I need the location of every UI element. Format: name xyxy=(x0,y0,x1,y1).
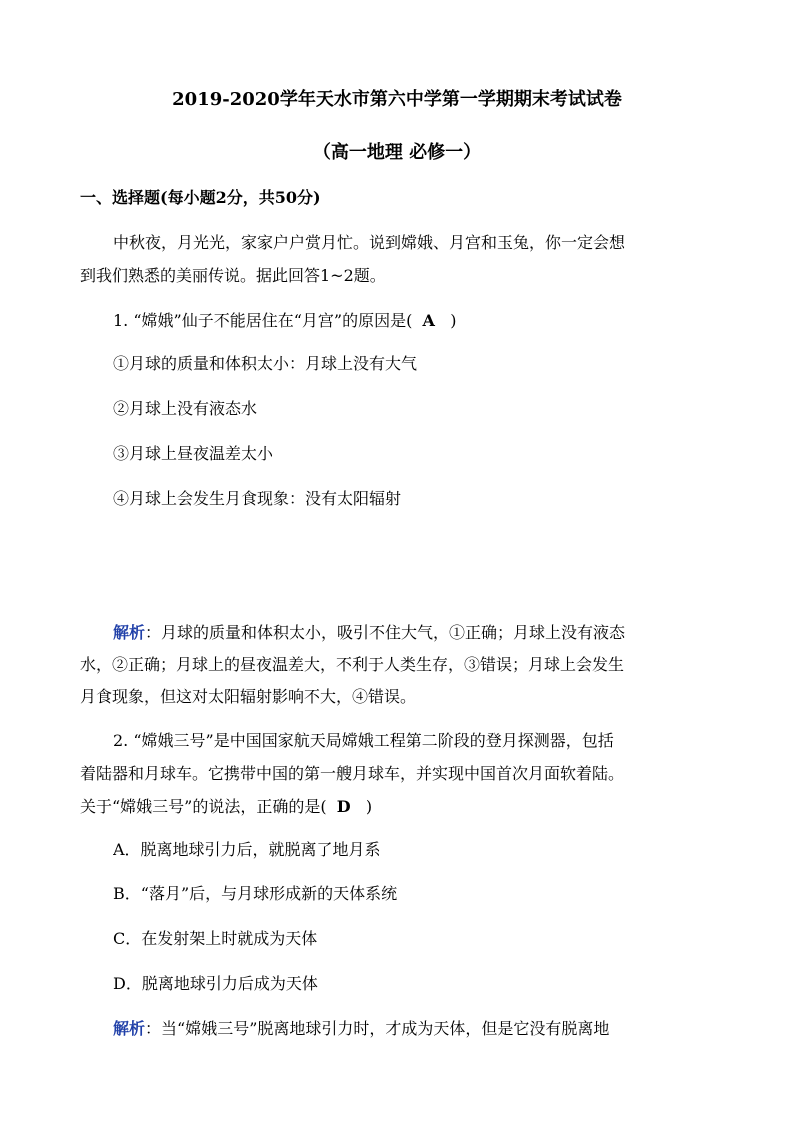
question-1-item-1: ①月球的质量和体积太小：月球上没有大气 xyxy=(113,354,418,373)
question-1-stem-close: ) xyxy=(450,311,457,330)
section-heading: 一、选择题(每小题2分，共50分) xyxy=(80,188,321,207)
question-2-explanation-label: 解析 xyxy=(113,1019,146,1038)
question-2-option-c: C．在发射架上时就成为天体 xyxy=(113,929,318,948)
question-2-line-3 xyxy=(80,796,720,818)
question-2-line-1: 2. “嫦娥三号”是中国国家航天局嫦娥工程第二阶段的登月探测器，包括 xyxy=(113,731,614,750)
page-subtitle: （高一地理 必修一） xyxy=(312,142,482,163)
question-2-stem-text: 关于“嫦娥三号”的说法，正确的是( xyxy=(80,797,327,816)
question-2-option-a: A．脱离地球引力后，就脱离了地月系 xyxy=(113,840,381,859)
question-1-stem xyxy=(113,310,720,332)
question-2-explanation-text-1: ：当“嫦娥三号”脱离地球引力时，才成为天体，但是它没有脱离地 xyxy=(145,1019,610,1038)
intro-line-1: 中秋夜，月光光，家家户户赏月忙。说到嫦娥、月宫和玉兔，你一定会想 xyxy=(113,233,626,252)
question-1-item-4: ④月球上会发生月食现象：没有太阳辐射 xyxy=(113,489,402,508)
question-1-explanation-line-2: 水，②正确；月球上的昼夜温差大，不利于人类生存，③错误；月球上会发生 xyxy=(80,655,625,674)
question-1-item-3: ③月球上昼夜温差太小 xyxy=(113,444,274,463)
question-1-item-2: ②月球上没有液态水 xyxy=(113,399,258,418)
intro-line-2: 到我们熟悉的美丽传说。据此回答1~2题。 xyxy=(80,266,386,285)
question-1-explanation-line-1 xyxy=(113,622,720,644)
question-2-option-b: B．“落月”后，与月球形成新的天体系统 xyxy=(113,884,398,903)
question-1-stem-text: 1. “嫦娥”仙子不能居住在“月宫”的原因是( xyxy=(113,311,413,330)
question-1-explanation-line-3: 月食现象，但这对太阳辐射影响不大，④错误。 xyxy=(80,687,417,706)
question-2-line-2: 着陆器和月球车。它携带中国的第一艘月球车，并实现中国首次月面软着陆。 xyxy=(80,764,625,783)
question-1-answer: A xyxy=(422,311,435,330)
question-1-explanation-text-1: ：月球的质量和体积太小，吸引不住大气，①正确；月球上没有液态 xyxy=(145,623,626,642)
question-2-explanation-line-1 xyxy=(113,1018,720,1040)
question-2-stem-close: ) xyxy=(365,797,373,816)
question-1-explanation-label: 解析 xyxy=(113,623,146,642)
question-2-answer: D xyxy=(336,797,351,816)
question-2-option-d: D．脱离地球引力后成为天体 xyxy=(113,974,318,993)
page-title: 2019-2020学年天水市第六中学第一学期期末考试试卷 xyxy=(172,89,622,110)
